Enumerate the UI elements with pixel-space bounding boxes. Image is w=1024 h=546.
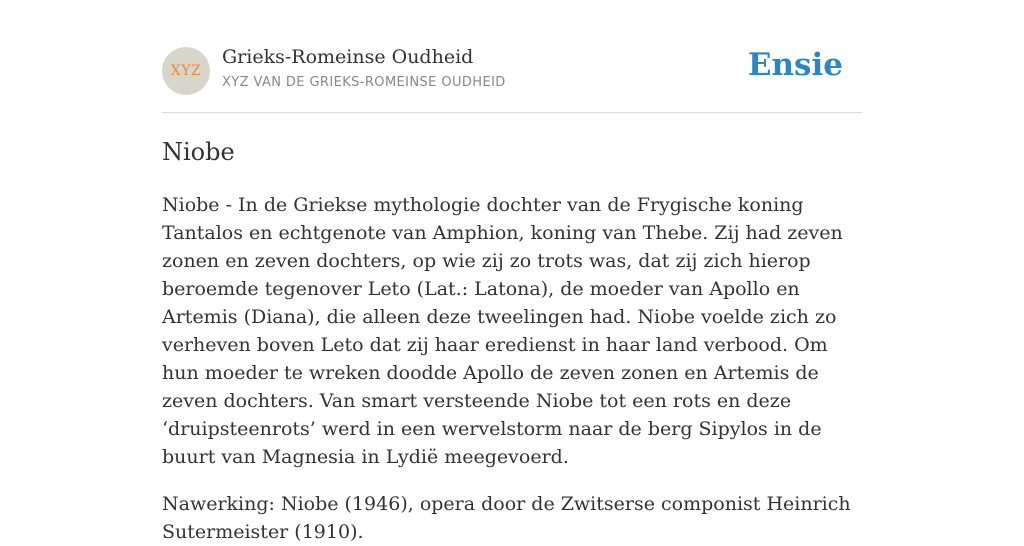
source-header [162,0,862,113]
aftermath-paragraph: Nawerking: Niobe (1946), opera door de Zwitserse componist Heinrich Sutermeister (1910). [162,493,851,543]
source-subtitle: XYZ VAN DE GRIEKS-ROMEINSE OUDHEID [222,75,506,90]
definition-paragraph: Niobe - In de Griekse mythologie dochter van de Frygische koning Tantalos en echtgenote van Amphion, koning van Thebe. Zij had zeven zonen en zeven dochters, op wie zij zo trots was, dat zij zich hierop beroemde tegenover Leto (Lat.: Latona), de moeder van Apollo en Artemis (Diana), die alleen deze tweelingen had. Niobe voelde zich zo verheven boven Leto dat zij haar eredienst in haar land verbood. Om hun moeder te wreken doodde Apollo de zeven zonen en Artemis de zeven dochters. Van smart versteende Niobe tot een rots en deze ‘druipsteenrots’ werd in een wervelstorm naar de berg Sipylos in de buurt van Magnesia in Lydië meegevoerd. [162,194,843,468]
source-avatar[interactable]: XYZ [162,47,210,95]
source-title[interactable]: Grieks-Romeinse Oudheid [222,46,474,68]
term-title: Niobe [162,138,235,166]
article-container [162,0,862,546]
ensie-logo[interactable]: Ensie [747,47,843,83]
